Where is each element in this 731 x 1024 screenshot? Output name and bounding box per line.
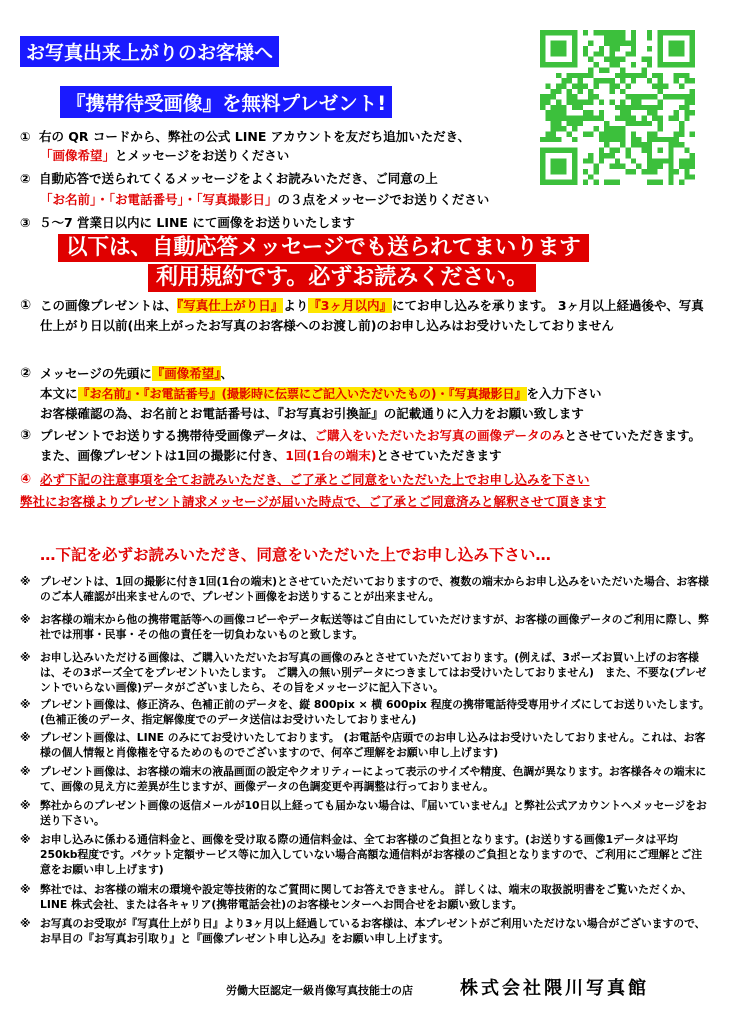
note-mark: ※ bbox=[20, 731, 31, 744]
term-3 bbox=[0, 426, 731, 470]
step-1-cont bbox=[40, 147, 289, 165]
step-text: ５～7 営業日以内に LINE にて画像をお送りいたします bbox=[38, 215, 355, 230]
note-mark: ※ bbox=[20, 799, 31, 812]
step-3 bbox=[20, 214, 355, 232]
note-mark: ※ bbox=[20, 575, 31, 588]
term-text: 本文に bbox=[40, 386, 78, 401]
step-text: の３点をメッセージでお送りください bbox=[277, 192, 490, 207]
note-mark: ※ bbox=[20, 651, 31, 664]
term-number: ① bbox=[20, 298, 32, 313]
step-text: 自動応答で送られてくるメッセージをよくお読みいただき、ご同意の上 bbox=[38, 171, 438, 186]
note-item bbox=[0, 612, 731, 652]
footer-certification: 労働大臣認定一級肖像写真技能士の店 bbox=[226, 984, 413, 997]
term-number: ④ bbox=[20, 472, 32, 487]
term-highlight: 『3ヶ月以内』 bbox=[308, 298, 392, 313]
term-number: ③ bbox=[20, 428, 32, 443]
term-text: とさせていただきます。また、画像プレゼントは1回の撮影に付き、 bbox=[40, 428, 702, 463]
note-text: プレゼント画像は、修正済み、色補正前のデータを、縦 800pix × 横 600pix 程度の携帯電話待受専用サイズにしてお送りいたします。 (色補正後のデータ、指定解像度でのデータ送信はお受けいたしておりません) bbox=[40, 698, 710, 726]
step-text: とメッセージをお送りください bbox=[115, 148, 290, 163]
note-item bbox=[0, 916, 731, 948]
header-title-line1: お写真出来上がりのお客様へ bbox=[20, 36, 279, 67]
note-text: お申し込みに係わる通信料金と、画像を受け取る際の通信料金は、全てお客様のご負担となります。(お送りする画像1データは平均 250kb程度です。パケット定額サービス等に加入していない場合高額な通信料がお客様のご負担となりますので、ご利用にご理解とご注意をお願い申し上げます) bbox=[40, 833, 703, 876]
term-text: にてお申し込みを承ります。 3ヶ月以上経過後や、写真仕上がり日以前(出来上がったお写真のお客様へのお渡し前)のお申し込みはお受けいたしておりません bbox=[40, 298, 704, 333]
term-text: プレゼントでお送りする携帯待受画像データは、 bbox=[40, 428, 315, 443]
term-number: ② bbox=[20, 366, 32, 381]
note-text: お写真のお受取が『写真仕上がり日』より3ヶ月以上経過しているお客様は、本プレゼントがご利用いただけない場合がございますので、お早目の『お写真お引取り』と『画像プレゼント申し込み』をお願い申し上げます。 bbox=[40, 917, 706, 945]
term-2 bbox=[0, 364, 731, 426]
term-text: お客様確認の為、お名前とお電話番号は、『お写真お引換証』の記載通りに入力をお願い致します bbox=[40, 406, 584, 421]
terms-banner-line1: 以下は、自動応答メッセージでも送られてまいります bbox=[58, 234, 589, 262]
term-text: 弊社にお客様よりプレゼント請求メッセージが届いた時点で、ご了承とご同意済みと解釈させて頂きます bbox=[20, 494, 607, 509]
note-item bbox=[0, 882, 731, 914]
note-text: プレゼント画像は、LINE のみにてお受けいたしております。 (お電話や店頭でのお申し込みはお受けいたしておりません。これは、お客様の個人情報と肖像権を守るためのものでございますので、何卒ご理解をお願い申し上げます) bbox=[40, 731, 706, 759]
step-2 bbox=[20, 170, 438, 188]
term-4 bbox=[0, 470, 731, 514]
step-number: ② bbox=[20, 171, 31, 186]
term-text: メッセージの先頭に bbox=[40, 366, 152, 381]
term-1 bbox=[0, 296, 731, 356]
footer-company-name: 株式会社隈川写真館 bbox=[460, 978, 649, 999]
note-mark: ※ bbox=[20, 833, 31, 846]
step-keyword: 「お名前」・「お電話番号」・「写真撮影日」 bbox=[40, 192, 278, 207]
line-qr-code[interactable] bbox=[540, 30, 695, 185]
step-keyword: 「画像希望」 bbox=[40, 148, 116, 163]
term-highlight: 1回(1台の端末) bbox=[285, 448, 377, 463]
note-item bbox=[0, 764, 731, 796]
step-text: 右の QR コードから、弊社の公式 LINE アカウントを友だち追加いただき、 bbox=[38, 129, 471, 144]
note-item bbox=[0, 650, 731, 696]
note-text: お申し込みいただける画像は、ご購入いただいたお写真の画像のみとさせていただいております。(例えば、3ポーズお買い上げのお客様は、その3ポーズ全てをプレゼントいたします。 ご購入の無い別データにつきましてはお受けいたしておりません) また、不要な(プレゼントでいらない画像)データがございましたら、その旨をメッセージに記入下さい。 bbox=[40, 651, 707, 694]
note-text: 弊社からのプレゼント画像の返信メールが10日以上経っても届かない場合は、『届いていません』と弊社公式アカウントへメッセージをお送り下さい。 bbox=[40, 799, 707, 827]
note-mark: ※ bbox=[20, 883, 31, 896]
step-number: ③ bbox=[20, 215, 31, 230]
notice-heading: …下記を必ずお読みいただき、同意をいただいた上でお申し込み下さい… bbox=[40, 546, 551, 564]
step-2-cont bbox=[40, 191, 489, 209]
note-mark: ※ bbox=[20, 698, 31, 711]
note-text: プレゼント画像は、お客様の端末の液晶画面の設定やクオリティーによって表示のサイズや精度、色調が異なります。お客様各々の端末にて、画像の見え方に差異が生じますが、画像データの色調変更や再調整は行っておりません。 bbox=[40, 765, 707, 793]
term-highlight: 『画像希望』 bbox=[151, 366, 221, 381]
term-text: を入力下さい bbox=[526, 386, 602, 401]
term-text: 必ず下記の注意事項を全てお読みいただき、ご了承とご同意をいただいた上でお申し込みを下さい bbox=[40, 472, 590, 487]
header-title-line2: 『携帯待受画像』を無料プレゼント! bbox=[60, 86, 392, 118]
note-text: お客様の端末から他の携帯電話等への画像コピーやデータ転送等はご自由にしていただけますが、お客様の画像データのご利用に際し、弊社では刑事・民事・その他の責任を一切負わないものと致します。 bbox=[40, 613, 709, 641]
note-text: 弊社では、お客様の端末の環境や設定等技術的なご質問に関してお答えできません。 詳しくは、端末の取扱説明書をご覧いただくか、LINE 株式会社、または各キャリア(携帯電話会社)のお客様センターへお問合せをお願い致します。 bbox=[40, 883, 693, 911]
note-item bbox=[0, 832, 731, 878]
step-1 bbox=[20, 128, 470, 146]
step-number: ① bbox=[20, 129, 31, 144]
note-item bbox=[0, 798, 731, 830]
note-item bbox=[0, 574, 731, 614]
note-mark: ※ bbox=[20, 613, 31, 626]
note-item bbox=[0, 697, 731, 729]
term-text: この画像プレゼントは、 bbox=[40, 298, 178, 313]
note-text: プレゼントは、1回の撮影に付き1回(1台の端末)とさせていただいておりますので、複数の端末からお申し込みをいただいた場合、お客様のご本人確認が出来ませんので、プレゼント画像をお送りすることが出来ません。 bbox=[40, 575, 709, 603]
term-highlight: 『写真仕上がり日』 bbox=[177, 298, 284, 313]
note-mark: ※ bbox=[20, 917, 31, 930]
term-text: より bbox=[283, 298, 309, 313]
note-mark: ※ bbox=[20, 765, 31, 778]
note-item bbox=[0, 730, 731, 762]
term-text: とさせていただきます bbox=[376, 448, 502, 463]
term-highlight: ご購入をいただいたお写真の画像データのみ bbox=[314, 428, 565, 443]
terms-banner-line2: 利用規約です。必ずお読みください。 bbox=[148, 264, 536, 292]
term-text: 、 bbox=[220, 366, 234, 381]
term-highlight: 『お名前』・『お電話番号』(撮影時に伝票にご記入いただいたもの)・『写真撮影日』 bbox=[77, 387, 527, 401]
